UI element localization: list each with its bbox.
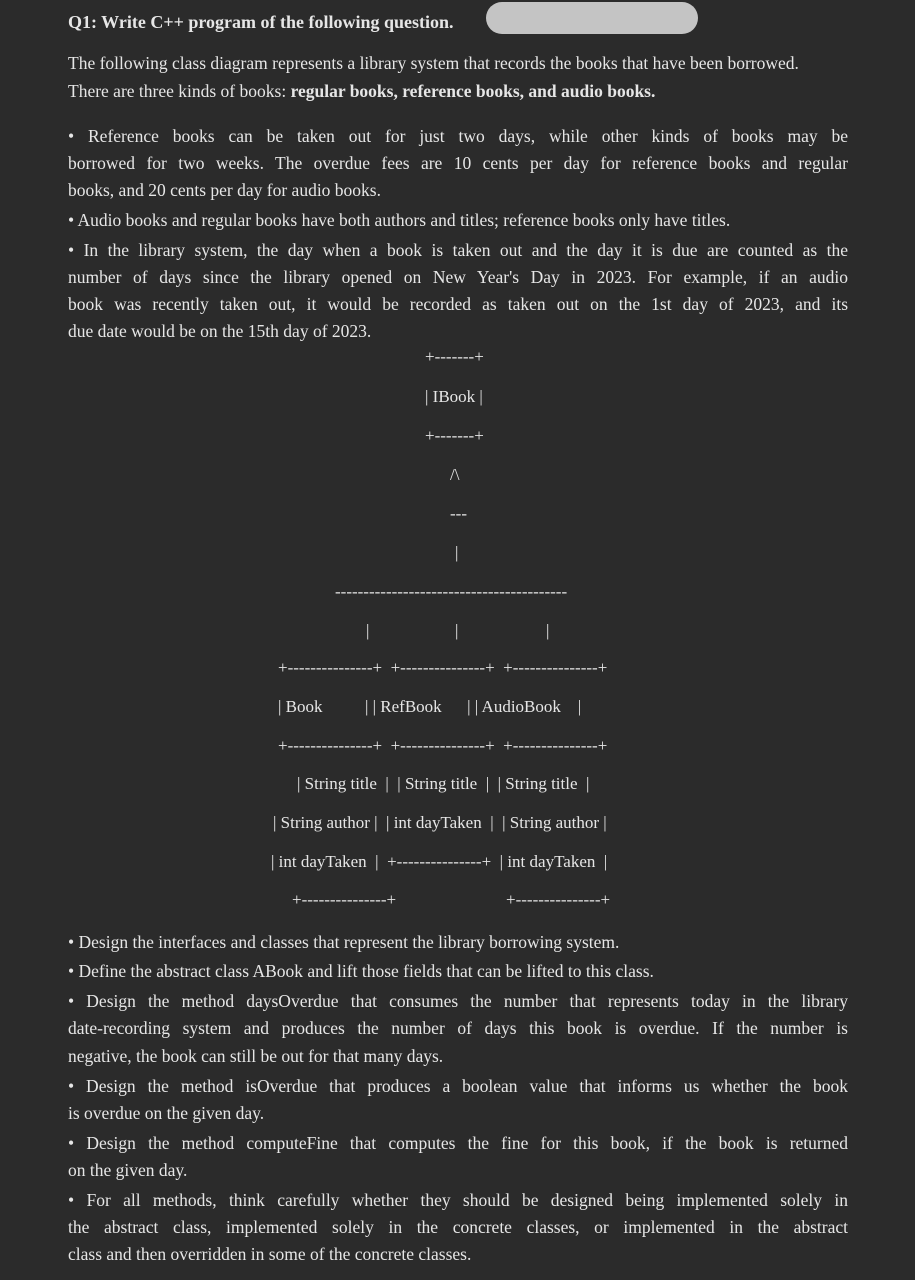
task-line: on the given day.	[68, 1160, 188, 1180]
intro-line-1: The following class diagram represents a library system that records the books that have been borrowed.	[68, 53, 799, 73]
class-names: | Book | | RefBook | | AudioBook |	[278, 697, 582, 716]
intro-line-2-bold: regular books, reference books, and audio books.	[290, 81, 656, 101]
rule-line: due date would be on the 15th day of 2023.	[68, 321, 372, 341]
field-row-daytaken: | int dayTaken | +---------------+ | int dayTaken |	[271, 852, 608, 871]
question-title: Q1: Write C++ program of the following question.	[68, 12, 454, 32]
class-row-top: +---------------+ +---------------+ +---------------+	[278, 658, 608, 677]
field-row-title: | String title | | String title | | String title |	[297, 774, 590, 793]
class-box-bottom-left: +---------------+	[292, 890, 397, 909]
task-line: class and then overridden in some of the concrete classes.	[68, 1244, 472, 1264]
inherit-arrow-head: /\	[450, 465, 460, 484]
task-line: date-recording system and produces the number of days this book is overdue. If the number is	[68, 1018, 848, 1038]
rule-line: borrowed for two weeks. The overdue fees are 10 cents per day for reference books and regular	[68, 153, 848, 173]
task-line: • Design the method isOverdue that produces a boolean value that informs us whether the book	[68, 1076, 848, 1096]
branch-right: |	[546, 621, 550, 640]
rule-line: books, and 20 cents per day for audio books.	[68, 180, 381, 200]
ibook-box-top: +-------+	[425, 347, 484, 366]
hierarchy-line: -----------------------------------------	[335, 582, 568, 601]
redaction-blob	[486, 2, 698, 34]
rule-line: • Audio books and regular books have both authors and titles; reference books only have titles.	[68, 210, 731, 230]
task-line: the abstract class, implemented solely in the concrete classes, or implemented in the abstract	[68, 1217, 848, 1237]
task-line: • Design the method computeFine that computes the fine for this book, if the book is returned	[68, 1133, 848, 1153]
rule-line: • Reference books can be taken out for just two days, while other kinds of books may be	[68, 126, 848, 146]
task-line: • For all methods, think carefully whether they should be designed being implemented solely in	[68, 1190, 848, 1210]
class-box-bottom-right: +---------------+	[506, 890, 611, 909]
field-row-author: | String author | | int dayTaken | | String author |	[273, 813, 607, 832]
rule-line: number of days since the library opened on New Year's Day in 2023. For example, if an audio	[68, 267, 848, 287]
intro-line-2-text: There are three kinds of books:	[68, 81, 291, 101]
inherit-arrow-stem: |	[455, 543, 459, 562]
task-line: • Design the method daysOverdue that consumes the number that represents today in the library	[68, 991, 848, 1011]
branch-mid: |	[455, 621, 459, 640]
task-line: is overdue on the given day.	[68, 1103, 265, 1123]
rule-line: • In the library system, the day when a book is taken out and the day it is due are counted as the	[68, 240, 848, 260]
inherit-arrow-base: ---	[450, 504, 467, 523]
ibook-box-bottom: +-------+	[425, 426, 484, 445]
task-line: • Design the interfaces and classes that represent the library borrowing system.	[68, 932, 620, 952]
class-row-sep: +---------------+ +---------------+ +---------------+	[278, 736, 608, 755]
intro-line-2	[68, 80, 848, 102]
task-line: negative, the book can still be out for that many days.	[68, 1046, 444, 1066]
ibook-label: | IBook |	[425, 387, 483, 406]
rule-line: book was recently taken out, it would be recorded as taken out on the 1st day of 2023, and its	[68, 294, 848, 314]
branch-left: |	[366, 621, 370, 640]
task-line: • Define the abstract class ABook and lift those fields that can be lifted to this class.	[68, 961, 654, 981]
